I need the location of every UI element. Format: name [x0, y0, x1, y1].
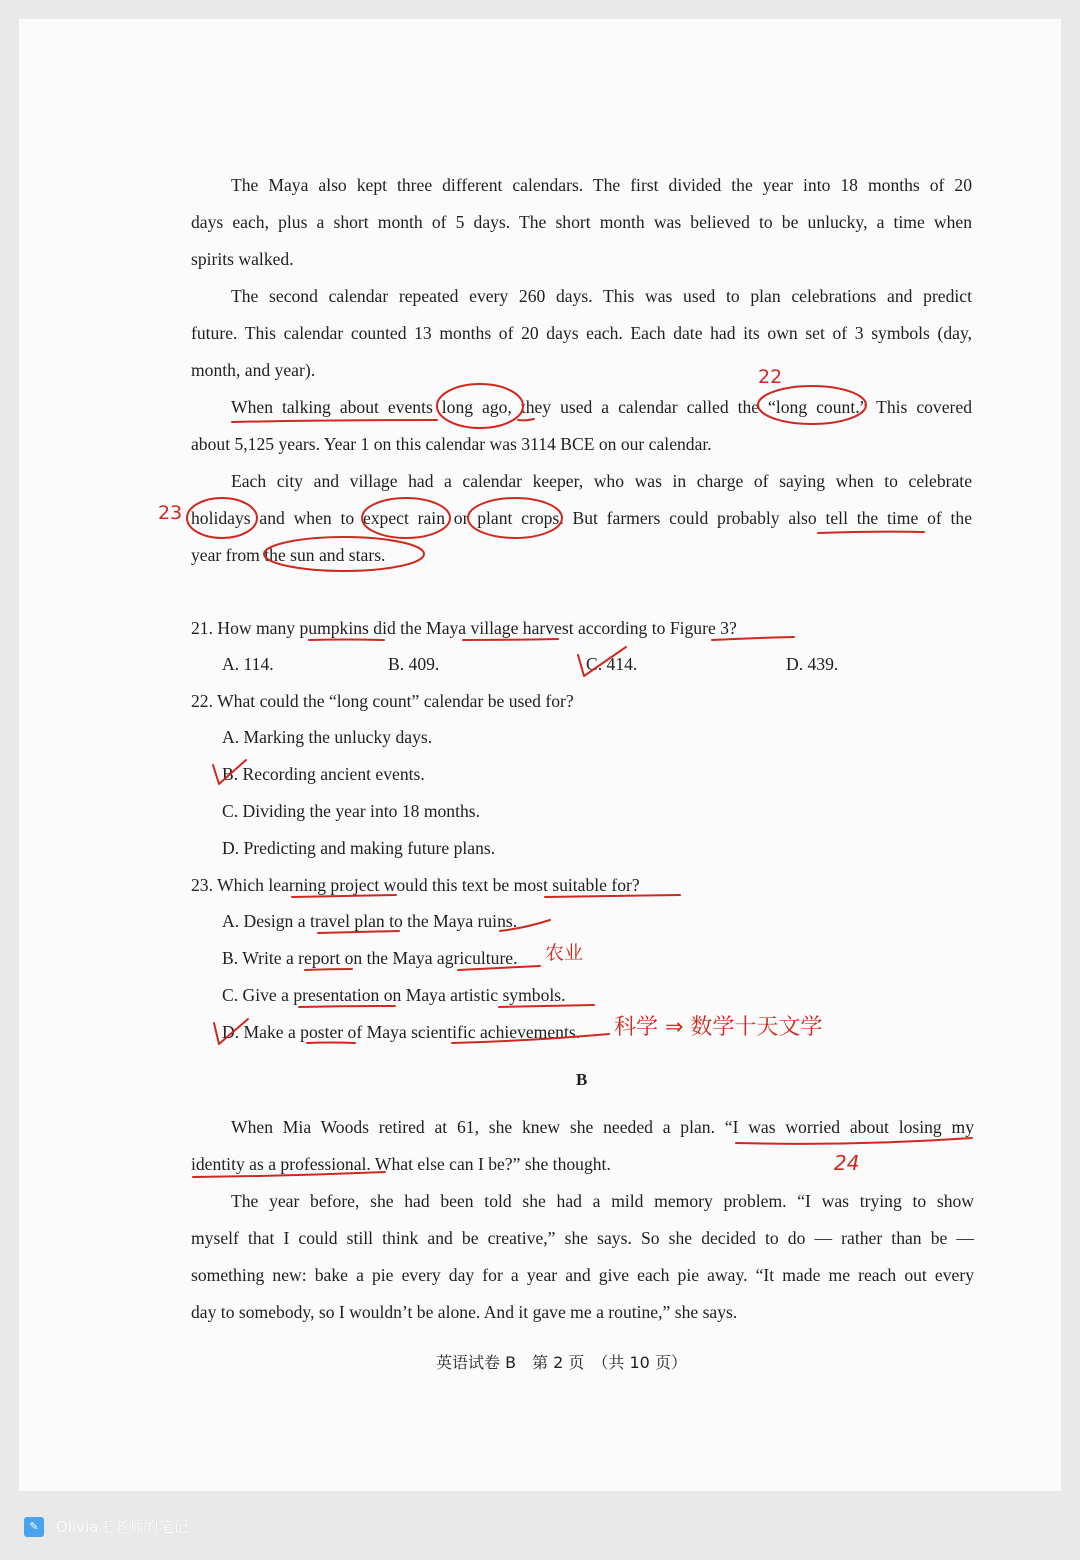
passage-line: month, and year). [191, 360, 316, 380]
section-b-line: myself that I could still think and be creative,” she says. So she decided to do — rather than be — [191, 1228, 974, 1248]
q21-option-c: C. 414. [586, 654, 638, 674]
q22-option-c: C. Dividing the year into 18 months. [222, 801, 481, 821]
handwritten-note-22: 22 [758, 366, 783, 388]
passage-line: The Maya also kept three different calendars. The first divided the year into 18 months of 20 [231, 175, 972, 195]
section-b-line: something new: bake a pie every day for a year and give each pie away. “It made me reach out every [191, 1265, 974, 1285]
q22-option-a: A. Marking the unlucky days. [222, 727, 433, 747]
q21-option-b: B. 409. [388, 654, 440, 674]
question-23-stem: 23. Which learning project would this text be most suitable for? [191, 875, 640, 895]
passage-line: When talking about events long ago, they used a calendar called the “long count.” This covered [231, 397, 972, 417]
question-22-stem: 22. What could the “long count” calendar be used for? [191, 691, 574, 711]
handwritten-note-agriculture: 农业 [545, 942, 584, 964]
passage-line: days each, plus a short month of 5 days. The short month was believed to be unlucky, a time when [191, 212, 972, 232]
section-b-heading: B [576, 1070, 588, 1089]
q21-option-a: A. 114. [222, 654, 274, 674]
q23-option-a: A. Design a travel plan to the Maya ruins. [222, 911, 518, 931]
q22-option-d: D. Predicting and making future plans. [222, 838, 496, 858]
passage-line: year from the sun and stars. [191, 545, 386, 565]
handwritten-note-24: 24 [834, 1151, 860, 1175]
handwritten-note-23: 23 [158, 502, 183, 524]
handwritten-note-science: 科学 ⇒ 数学十天文学 [614, 1015, 823, 1040]
passage-line: about 5,125 years. Year 1 on this calendar was 3114 BCE on our calendar. [191, 434, 712, 454]
passage-line: holidays and when to expect rain or plant crops. But farmers could probably also tell the time of the [191, 508, 972, 528]
question-21-stem: 21. How many pumpkins did the Maya village harvest according to Figure 3? [191, 618, 737, 638]
q22-option-b: B. Recording ancient events. [222, 764, 425, 784]
q23-option-b: B. Write a report on the Maya agriculture. [222, 948, 518, 968]
q23-option-d: D. Make a poster of Maya scientific achievements. [222, 1022, 581, 1042]
watermark-text: Olivia王老师的笔记 [56, 1518, 189, 1536]
q23-option-c: C. Give a presentation on Maya artistic symbols. [222, 985, 566, 1005]
notes-app-icon: ✎ [24, 1517, 44, 1537]
section-b-line: The year before, she had been told she had a mild memory problem. “I was trying to show [231, 1191, 974, 1211]
section-b-line: identity as a professional. What else can I be?” she thought. [191, 1154, 611, 1174]
q21-option-d: D. 439. [786, 654, 839, 674]
section-b-line: day to somebody, so I wouldn’t be alone. And it gave me a routine,” she says. [191, 1302, 738, 1322]
passage-line: Each city and village had a calendar keeper, who was in charge of saying when to celebrate [231, 471, 972, 491]
section-b-line: When Mia Woods retired at 61, she knew she needed a plan. “I was worried about losing my [231, 1117, 974, 1137]
passage-line: spirits walked. [191, 249, 294, 269]
page-footer: 英语试卷 B 第 2 页 （共 10 页） [436, 1353, 687, 1372]
passage-line: future. This calendar counted 13 months of 20 days each. Each date had its own set of 3 symbols (day, [191, 323, 972, 343]
passage-line: The second calendar repeated every 260 days. This was used to plan celebrations and predict [231, 286, 972, 306]
